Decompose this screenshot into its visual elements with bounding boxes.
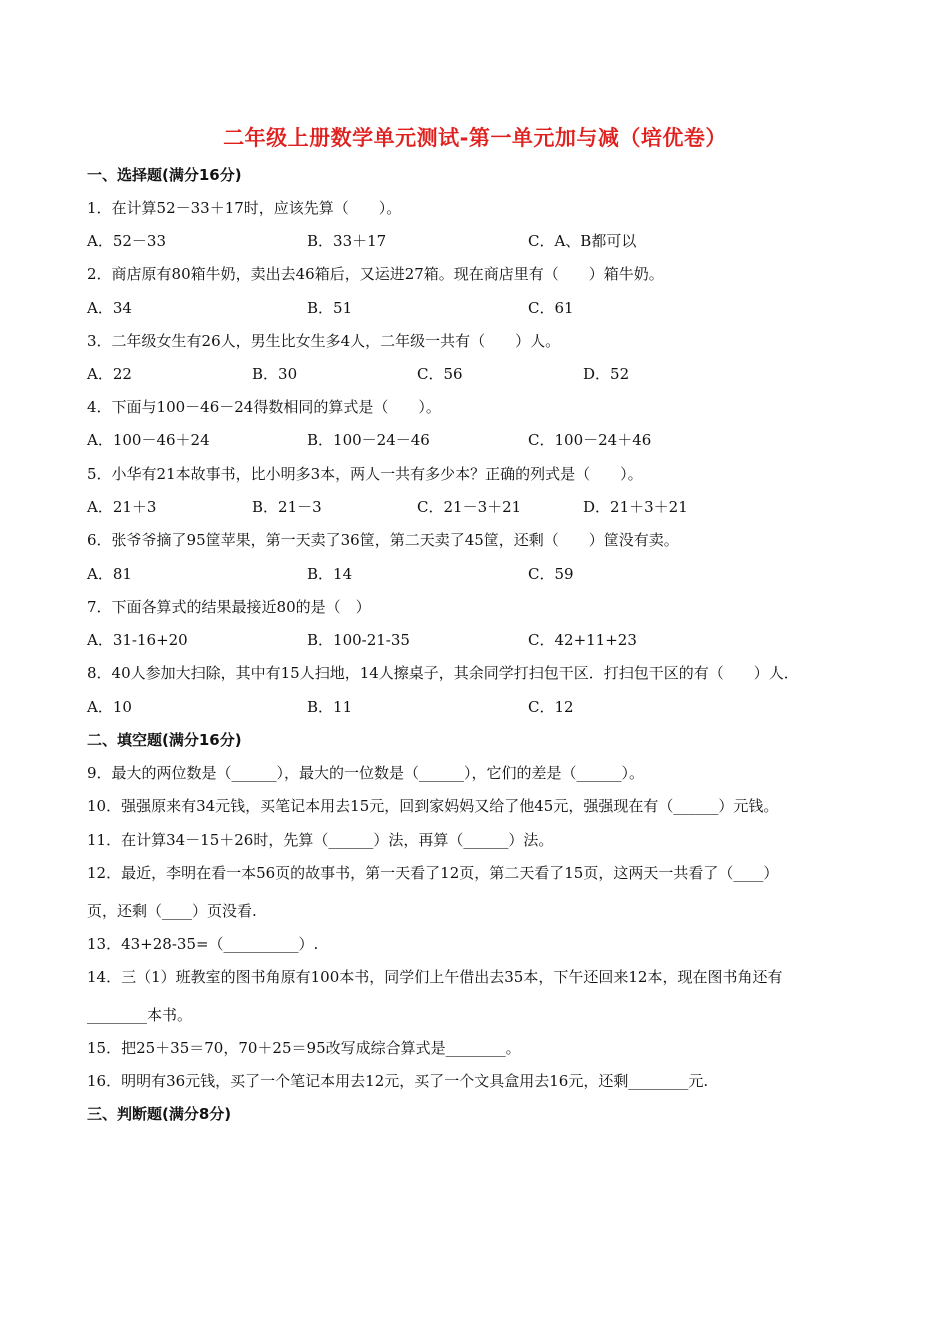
option-a: A．34: [87, 299, 132, 317]
question-2: 2．商店原有80箱牛奶，卖出去46箱后，又运进27箱。现在商店里有（ ）箱牛奶。: [87, 265, 664, 283]
option-b: B．21－3: [252, 498, 322, 516]
option-b: B．51: [307, 299, 353, 317]
exam-title: 二年级上册数学单元测试-第一单元加与减（培优卷）: [223, 126, 727, 150]
question-16: 16．明明有36元钱，买了一个笔记本用去12元，买了一个文具盒用去16元，还剩________元.: [87, 1072, 709, 1090]
question-14-line-1: 14．三（1）班教室的图书角原有100本书，同学们上午借出去35本，下午还回来12本，现在图书角还有: [87, 968, 783, 986]
question-13: 13．43+28-35=（__________）.: [87, 935, 319, 953]
option-c: C．12: [528, 698, 574, 716]
option-b: B．11: [307, 698, 353, 716]
option-c: C．21－3＋21: [417, 498, 522, 516]
question-12-line-1: 12．最近，李明在看一本56页的故事书，第一天看了12页，第二天看了15页，这两天一共看了（____）: [87, 864, 779, 882]
question-11: 11．在计算34－15＋26时，先算（______）法，再算（______）法。: [87, 831, 554, 849]
question-9: 9．最大的两位数是（______），最大的一位数是（______），它们的差是（______）。: [87, 764, 645, 782]
option-c: C．56: [417, 365, 463, 383]
question-4: 4．下面与100－46－24得数相同的算式是（ ）。: [87, 398, 441, 416]
question-7-options: [87, 629, 867, 649]
option-b: B．14: [307, 565, 353, 583]
option-b: B．100－24－46: [307, 431, 430, 449]
question-15: 15．把25＋35＝70，70＋25＝95改写成综合算式是________。: [87, 1039, 521, 1057]
option-c: C．100－24＋46: [528, 431, 652, 449]
question-2-options: [87, 297, 867, 317]
section-heading-true-false: 三、判断题(满分8分): [87, 1105, 232, 1123]
option-a: A．31-16+20: [87, 631, 188, 649]
option-c: C．59: [528, 565, 574, 583]
option-b: B．33＋17: [307, 232, 387, 250]
section-heading-choice: 一、选择题(满分16分): [87, 166, 242, 184]
option-b: B．100-21-35: [307, 631, 410, 649]
question-8: 8．40人参加大扫除，其中有15人扫地，14人擦桌子，其余同学打扫包干区．打扫包干区的有（ ）人．: [87, 664, 799, 682]
option-b: B．30: [252, 365, 298, 383]
option-c: C．A、B都可以: [528, 232, 637, 250]
option-a: A．100－46＋24: [87, 431, 210, 449]
option-a: A．52－33: [87, 232, 167, 250]
option-d: D．21＋3＋21: [583, 498, 688, 516]
question-5: 5．小华有21本故事书，比小明多3本，两人一共有多少本？正确的列式是（ ）。: [87, 465, 643, 483]
option-d: D．52: [583, 365, 630, 383]
question-1: 1．在计算52－33＋17时，应该先算（ ）。: [87, 199, 402, 217]
option-a: A．10: [87, 698, 132, 716]
question-6-options: [87, 563, 867, 583]
question-6: 6．张爷爷摘了95筐苹果，第一天卖了36筐，第二天卖了45筐，还剩（ ）筐没有卖。: [87, 531, 679, 549]
option-a: A．22: [87, 365, 132, 383]
question-4-options: [87, 429, 867, 449]
question-8-options: [87, 696, 867, 716]
question-10: 10．强强原来有34元钱，买笔记本用去15元，回到家妈妈又给了他45元，强强现在有（______）元钱。: [87, 797, 779, 815]
section-heading-fill-blank: 二、填空题(满分16分): [87, 731, 242, 749]
question-12-line-2: 页，还剩（____）页没看.: [87, 902, 257, 920]
question-14-line-2: ________本书。: [87, 1006, 193, 1024]
question-7: 7．下面各算式的结果最接近80的是（ ）: [87, 598, 371, 616]
option-a: A．81: [87, 565, 132, 583]
option-c: C．42+11+23: [528, 631, 637, 649]
question-3: 3．二年级女生有26人，男生比女生多4人，二年级一共有（ ）人。: [87, 332, 561, 350]
question-1-options: [87, 230, 867, 250]
question-3-options: [87, 363, 867, 383]
option-c: C．61: [528, 299, 574, 317]
question-5-options: [87, 496, 867, 516]
option-a: A．21＋3: [87, 498, 157, 516]
